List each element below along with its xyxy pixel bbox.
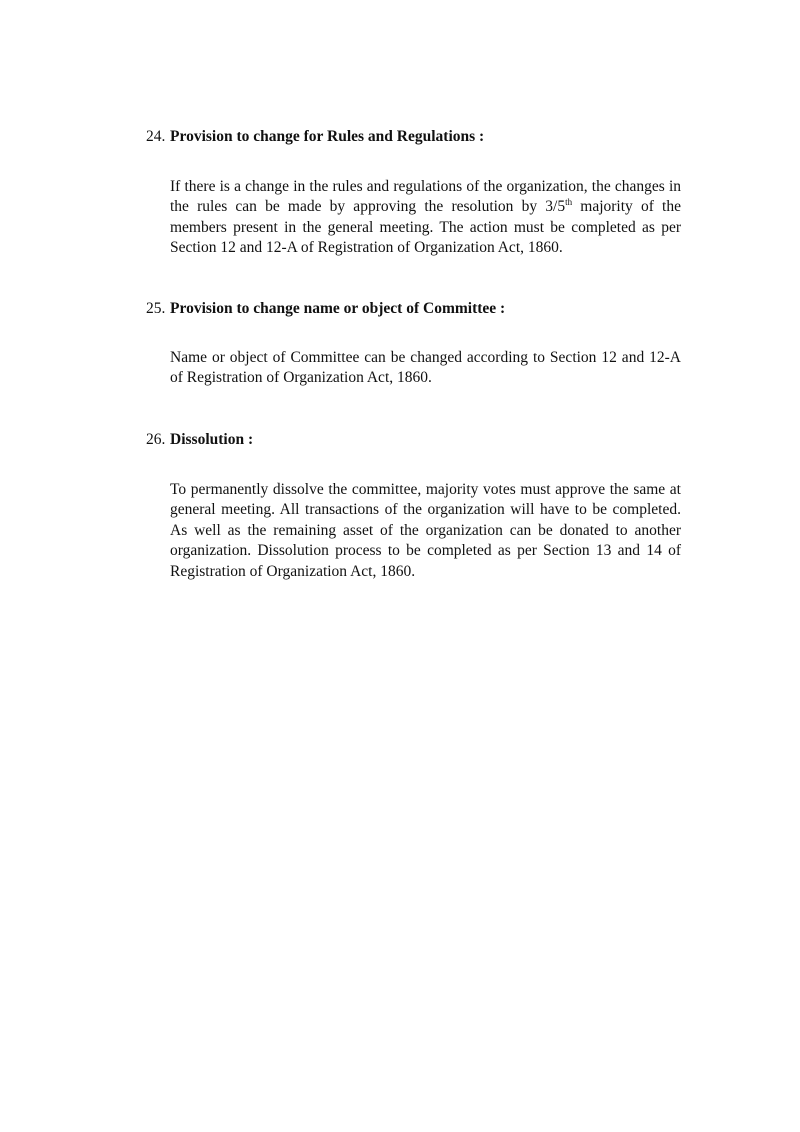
section-title: Provision to change for Rules and Regulations : (170, 128, 485, 145)
section-26 (146, 430, 686, 580)
section-title: Provision to change name or object of Committee : (170, 300, 506, 317)
section-25 (146, 299, 686, 387)
body-text-part: majority of the members present in the general meeting. The action must be completed as per Section 12 and 12-A of Registration of Organization Act, 1860. (170, 198, 681, 257)
section-heading (146, 430, 686, 450)
section-body: To permanently dissolve the committee, majority votes must approve the same at general meeting. All transactions of the organization will have to be completed. As well as the remaining asset of the organization can be donated to another organization. Dissolution process to be completed as per Section 13 and 14 of Registration of Organization Act, 1860. (170, 481, 681, 580)
section-title: Dissolution : (170, 431, 254, 448)
superscript: th (565, 197, 573, 208)
section-number: 25. (146, 300, 166, 317)
section-number: 26. (146, 431, 166, 448)
section-24 (146, 127, 686, 257)
body-text-part: If there is a change in the rules and regulations of the organization, the changes in the rules can be made by approving the resolution by 3/5 (170, 178, 681, 216)
section-heading (146, 299, 686, 319)
section-number: 24. (146, 128, 166, 145)
section-body: Name or object of Committee can be changed according to Section 12 and 12-A of Registration of Organization Act, 1860. (170, 349, 681, 387)
section-heading (146, 127, 686, 147)
section-body (170, 177, 681, 259)
